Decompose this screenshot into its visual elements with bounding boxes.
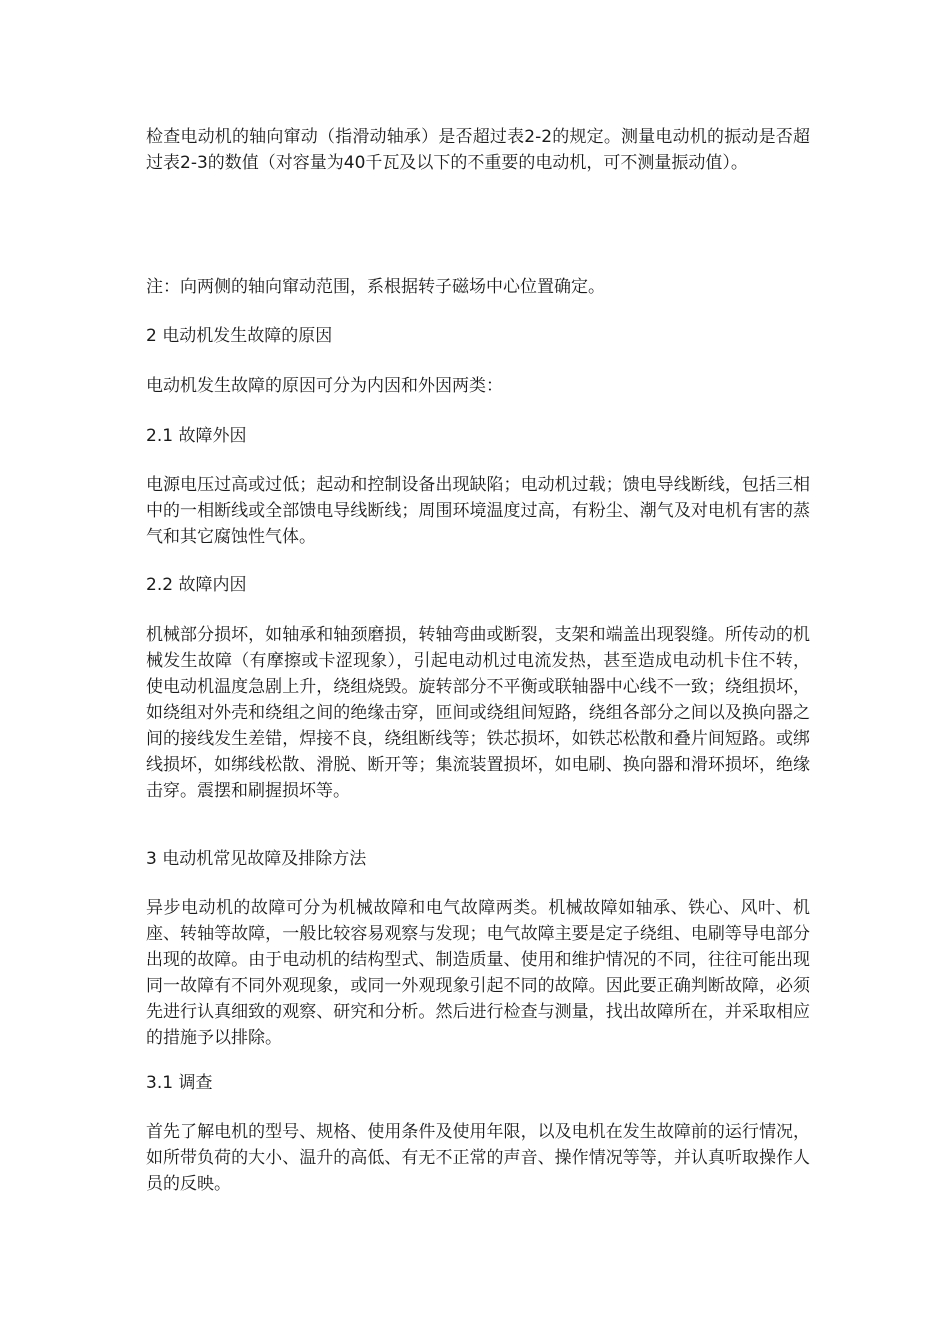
paragraph-external-causes: 电源电压过高或过低；起动和控制设备出现缺陷；电动机过载；馈电导线断线，包括三相中的一相断线或全部馈电导线断线；周围环境温度过高，有粉尘、潮气及对电机有害的蒸气和其它腐蚀性气体。 xyxy=(146,475,810,547)
section-heading-2-1: 2.1 故障外因 xyxy=(146,426,247,446)
note-paragraph: 注：向两侧的轴向窜动范围，系根据转子磁场中心位置确定。 xyxy=(146,277,605,297)
paragraph-fault-causes-intro: 电动机发生故障的原因可分为内因和外因两类： xyxy=(146,376,503,396)
paragraph-axial-movement-check: 检查电动机的轴向窜动（指滑动轴承）是否超过表2-2的规定。测量电动机的振动是否超过表2-3的数值（对容量为40千瓦及以下的不重要的电动机，可不测量振动值）。 xyxy=(146,127,810,173)
paragraph-common-faults: 异步电动机的故障可分为机械故障和电气故障两类。机械故障如轴承、铁心、风叶、机座、转轴等故障，一般比较容易观察与发现；电气故障主要是定子绕组、电刷等导电部分出现的故障。由于电动机的结构型式、制造质量、使用和维护情况的不同，往往可能出现同一故障有不同外观现象，或同一外观现象引起不同的故障。因此要正确判断故障，必须先进行认真细致的观察、研究和分析。然后进行检查与测量，找出故障所在，并采取相应的措施予以排除。 xyxy=(146,898,810,1048)
section-heading-3: 3 电动机常见故障及排除方法 xyxy=(146,849,367,869)
section-heading-2: 2 电动机发生故障的原因 xyxy=(146,326,333,346)
section-heading-3-1: 3.1 调查 xyxy=(146,1073,213,1093)
paragraph-investigation: 首先了解电机的型号、规格、使用条件及使用年限，以及电机在发生故障前的运行情况，如所带负荷的大小、温升的高低、有无不正常的声音、操作情况等等，并认真听取操作人员的反映。 xyxy=(146,1122,810,1194)
paragraph-internal-causes: 机械部分损坏，如轴承和轴颈磨损，转轴弯曲或断裂，支架和端盖出现裂缝。所传动的机械发生故障（有摩擦或卡涩现象），引起电动机过电流发热，甚至造成电动机卡住不转，使电动机温度急剧上升，绕组烧毁。旋转部分不平衡或联轴器中心线不一致；绕组损坏，如绕组对外壳和绕组之间的绝缘击穿，匝间或绕组间短路，绕组各部分之间以及换向器之间的接线发生差错，焊接不良，绕组断线等；铁芯损坏，如铁芯松散和叠片间短路。或绑线损坏，如绑线松散、滑脱、断开等；集流装置损坏，如电刷、换向器和滑环损坏，绝缘击穿。震摆和刷握损坏等。 xyxy=(146,625,810,801)
section-heading-2-2: 2.2 故障内因 xyxy=(146,575,247,595)
